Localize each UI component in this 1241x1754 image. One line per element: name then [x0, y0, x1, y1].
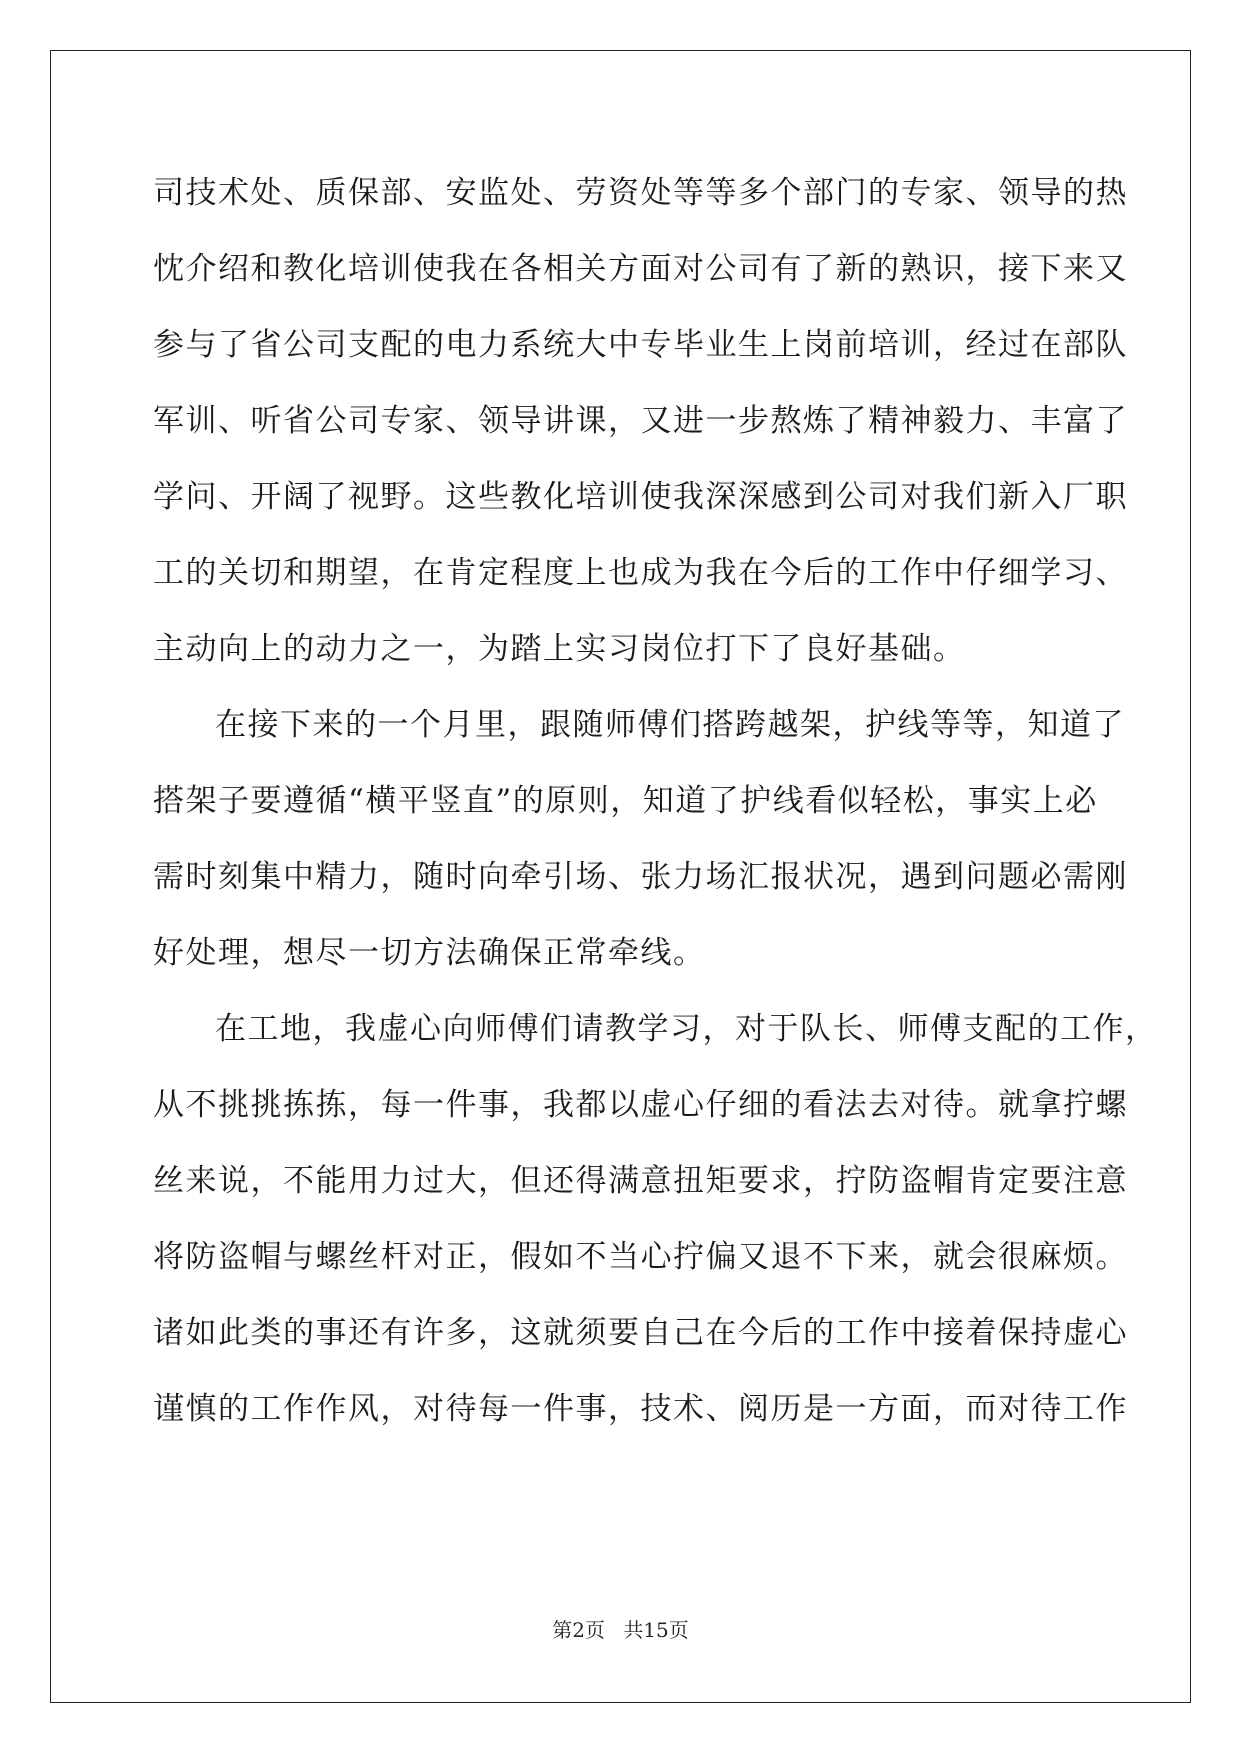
text-line-3: 参与了省公司支配的电力系统大中专毕业生上岗前培训，经过在部队: [153, 327, 1128, 363]
text-line-11: 好处理，想尽一切方法确保正常牵线。: [153, 935, 706, 971]
text-line-16: 诸如此类的事还有许多，这就须要自己在今后的工作中接着保持虚心: [153, 1315, 1128, 1351]
page-number: 第2页: [552, 1618, 605, 1642]
text-line-4: 军训、听省公司专家、领导讲课，又进一步熬炼了精神毅力、丰富了: [153, 403, 1128, 439]
total-pages: 共15页: [623, 1618, 689, 1642]
document-body: [153, 155, 1158, 1447]
text-line-17: 谨慎的工作作风，对待每一件事，技术、阅历是一方面，而对待工作: [153, 1391, 1128, 1427]
text-line-2: 忱介绍和教化培训使我在各相关方面对公司有了新的熟识，接下来又: [153, 251, 1128, 287]
text-line-14: 丝来说，不能用力过大，但还得满意扭矩要求，拧防盗帽肯定要注意: [153, 1163, 1128, 1199]
text-line-12: 在工地，我虚心向师傅们请教学习，对于队长、师傅支配的工作，: [215, 1011, 1158, 1047]
text-line-8: 在接下来的一个月里，跟随师傅们搭跨越架，护线等等，知道了: [215, 707, 1125, 743]
text-line-9: 搭架子要遵循“横平竖直”的原则，知道了护线看似轻松，事实上必: [153, 783, 1098, 819]
text-line-6: 工的关切和期望，在肯定程度上也成为我在今后的工作中仔细学习、: [153, 555, 1128, 591]
text-line-5: 学问、开阔了视野。这些教化培训使我深深感到公司对我们新入厂职: [153, 479, 1128, 515]
text-line-13: 从不挑挑拣拣，每一件事，我都以虚心仔细的看法去对待。就拿拧螺: [153, 1087, 1128, 1123]
text-line-15: 将防盗帽与螺丝杆对正，假如不当心拧偏又退不下来，就会很麻烦。: [153, 1239, 1128, 1275]
text-line-1: 司技术处、质保部、安监处、劳资处等等多个部门的专家、领导的热: [153, 175, 1128, 211]
text-line-10: 需时刻集中精力，随时向牵引场、张力场汇报状况，遇到问题必需刚: [153, 859, 1128, 895]
text-line-7: 主动向上的动力之一，为踏上实习岗位打下了良好基础。: [153, 631, 966, 667]
page-footer: [0, 1614, 1241, 1643]
